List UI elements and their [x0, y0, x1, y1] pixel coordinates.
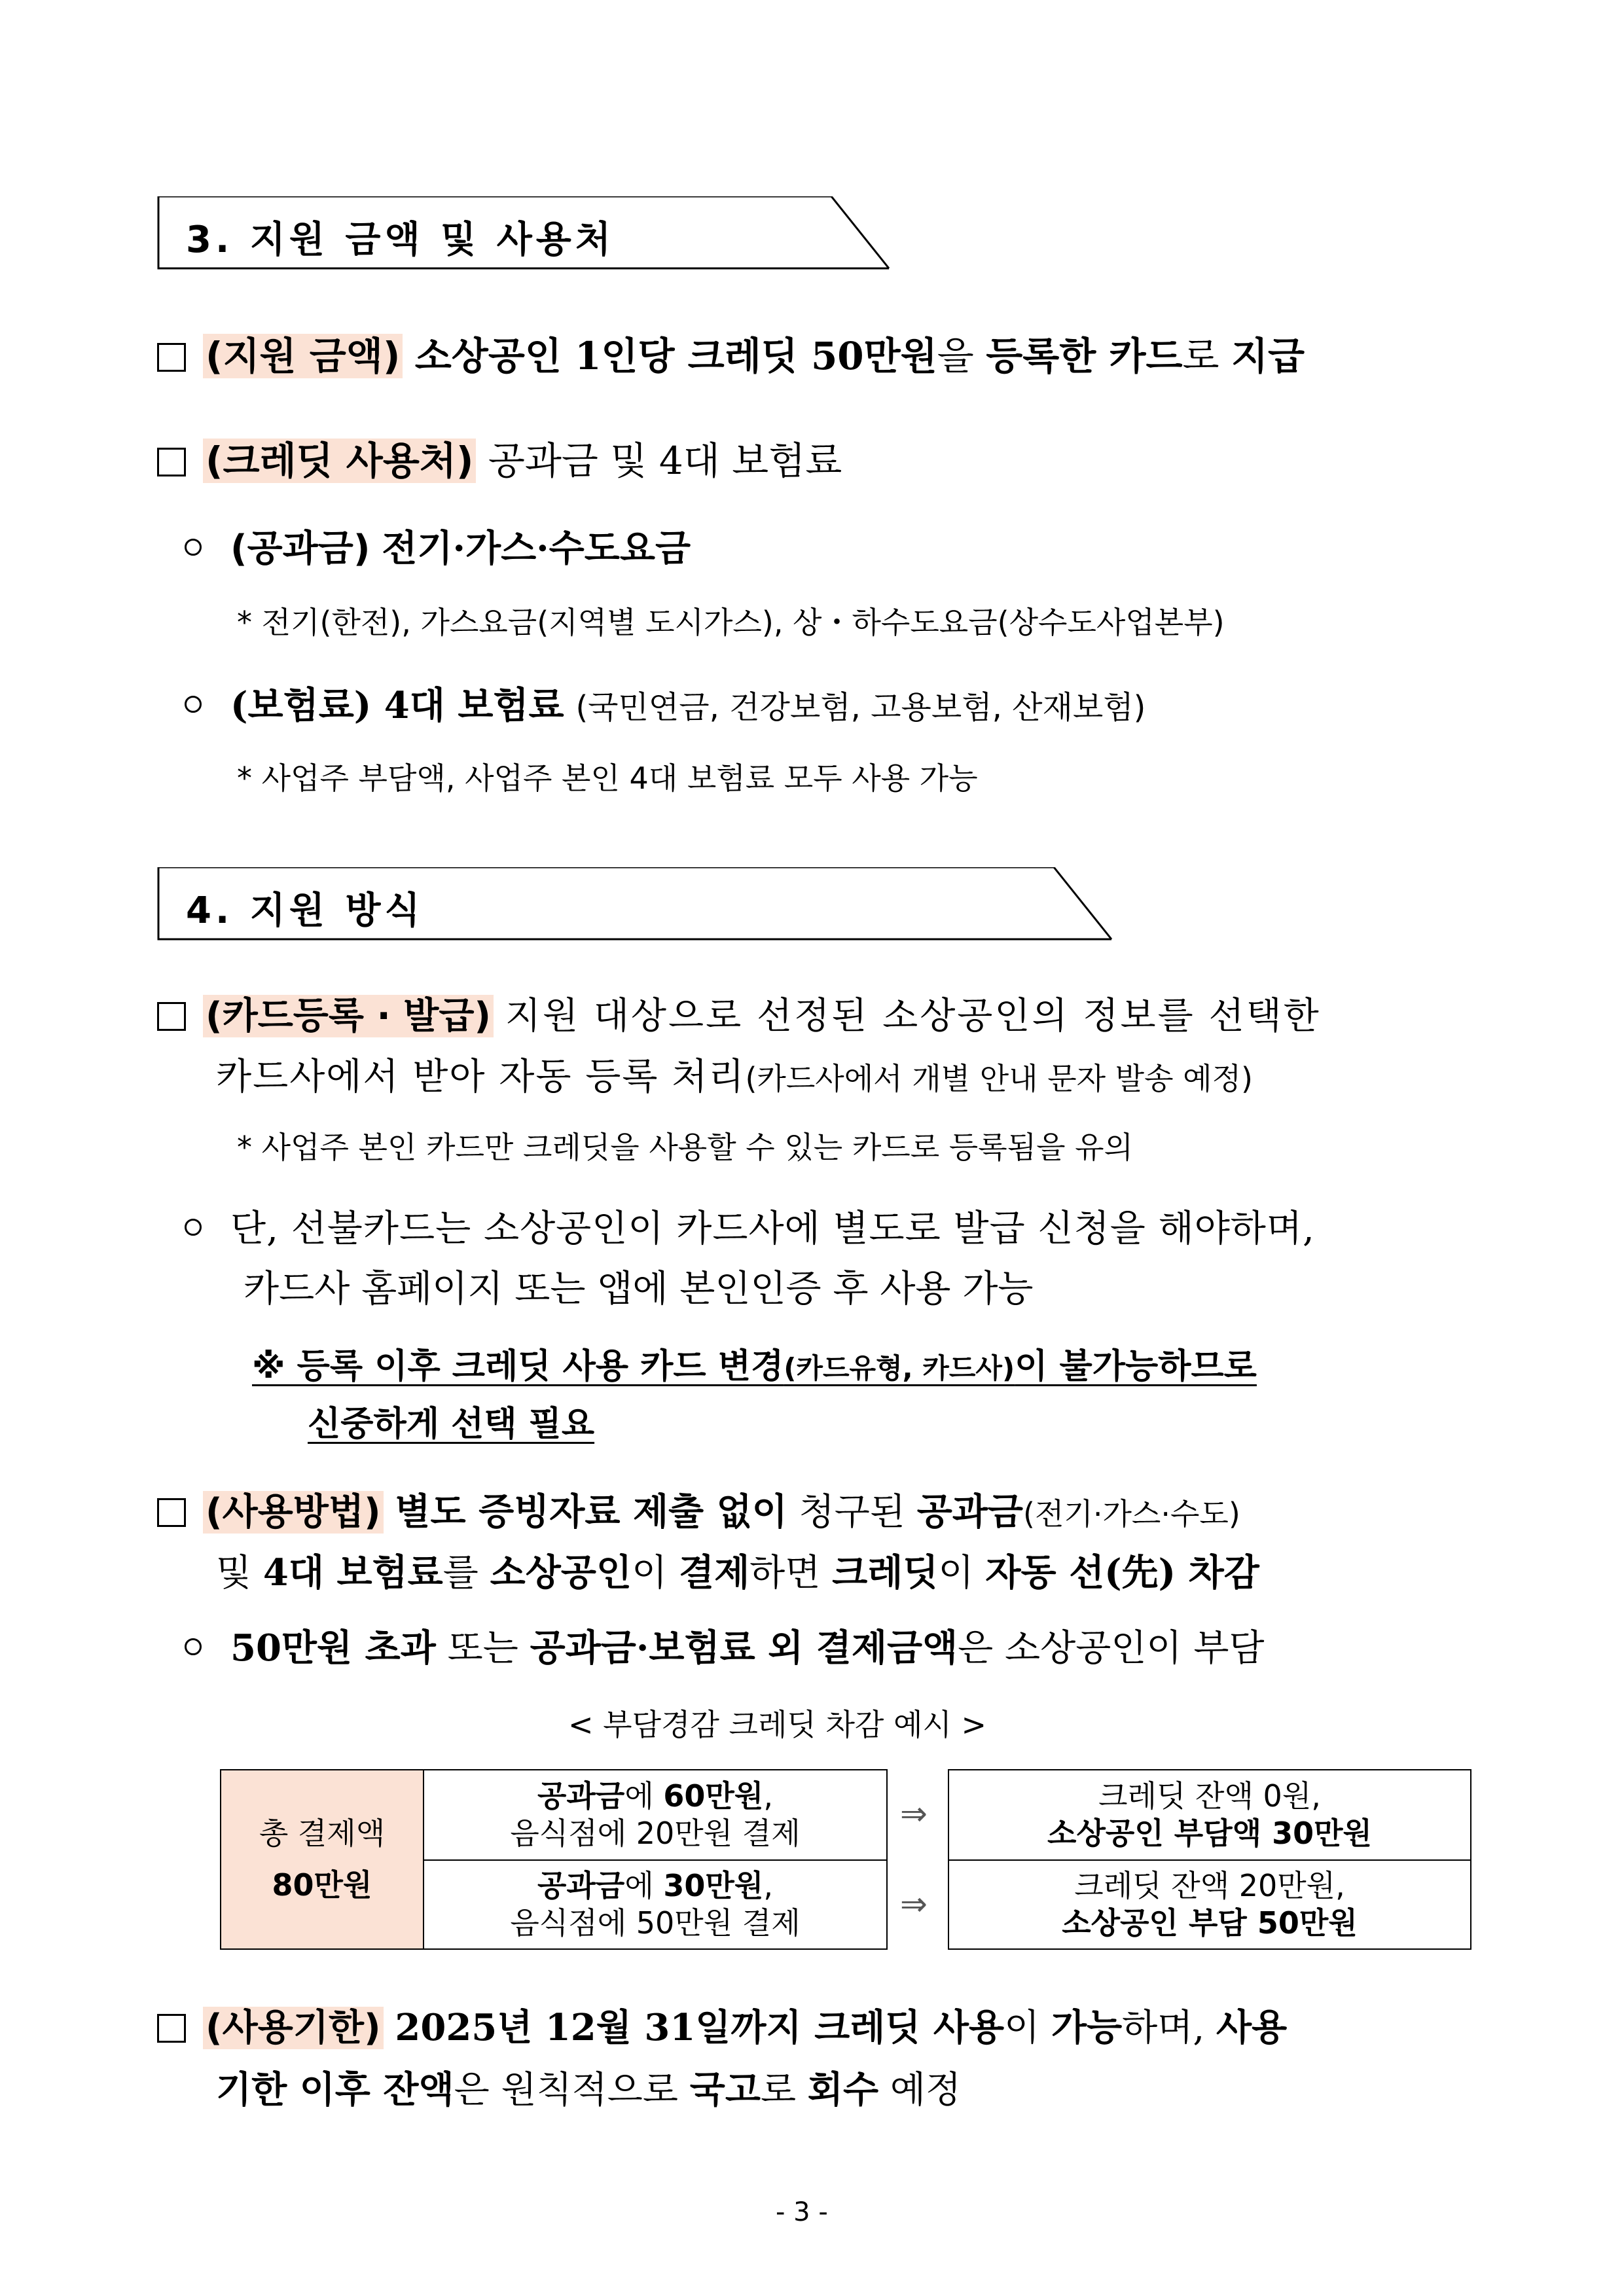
text-fragment: 로	[760, 2069, 808, 2111]
text-fragment: 4대 보험료	[262, 1551, 443, 1594]
utility-item	[185, 527, 691, 570]
usage-deadline-item	[157, 2006, 1288, 2049]
utility-text: 전기·가스·수도요금	[382, 527, 691, 570]
text-fragment: ,	[763, 1867, 773, 1903]
text-fragment: 하면	[749, 1552, 833, 1594]
excess-payment-item	[185, 1626, 1265, 1670]
text-fragment: 소상공인	[490, 1551, 632, 1594]
example-caption: < 부담경감 크레딧 차감 예시 >	[568, 1707, 986, 1742]
text-fragment: 50만원 초과	[230, 1626, 436, 1670]
text-fragment: 별도 증빙자료 제출 없이	[395, 1490, 787, 1534]
section-3-title: 3. 지원 금액 및 사용처	[186, 219, 615, 261]
usage-method-item	[157, 1490, 1240, 1534]
card-registration-tag: (카드등록 · 발급)	[203, 995, 494, 1037]
text-fragment: 에	[624, 1867, 664, 1903]
checkbox-icon	[157, 1002, 186, 1031]
text-fragment: 회수	[807, 2068, 879, 2111]
text-fragment: 청구된	[787, 1491, 917, 1534]
text-fragment: ,	[763, 1778, 773, 1814]
checkbox-icon	[157, 2014, 186, 2043]
total-label: 총 결제액	[259, 1815, 386, 1851]
insurance-note: * 사업주 부담액, 사업주 본인 4대 보험료 모두 사용 가능	[237, 761, 978, 796]
bullet-circle-icon	[185, 1638, 202, 1655]
text-fragment: 국고	[689, 2068, 761, 2111]
usage-deadline-tag: (사용기한)	[203, 2007, 384, 2049]
text-fragment: (전기·가스·수도)	[1023, 1496, 1240, 1532]
prepaid-item	[185, 1208, 1315, 1250]
card-registration-line1: 지원 대상으로 선정된 소상공인의 정보를 선택한	[505, 995, 1321, 1037]
example-row2-line2: 음식점에 50만원 결제	[510, 1905, 801, 1941]
text-fragment: ※ 등록 이후 크레딧 사용 카드 변경	[252, 1347, 784, 1386]
text-fragment: 카드사에서 받아 자동 등록 처리	[216, 1056, 746, 1098]
text-fragment: 에	[624, 1778, 664, 1814]
card-registration-note: * 사업주 본인 카드만 크레딧을 사용할 수 있는 카드로 등록됨을 유의	[237, 1130, 1133, 1165]
prepaid-line2: 카드사 홈페이지 또는 앱에 본인인증 후 사용 가능	[244, 1268, 1034, 1310]
text-fragment: 크레딧	[832, 1551, 939, 1594]
example-result1-cell	[948, 1769, 1471, 1861]
utility-label: (공과금)	[230, 528, 370, 570]
text-fragment: 공과금	[916, 1490, 1024, 1534]
text-fragment: 지급	[1231, 334, 1305, 378]
example-result2-line2: 소상공인 부담 50만원	[1062, 1905, 1358, 1941]
usage-method-line2	[216, 1551, 1259, 1594]
text-fragment: (카드유형, 카드사)	[784, 1352, 1015, 1384]
text-fragment: 를	[442, 1552, 490, 1594]
example-row2-line1	[537, 1867, 773, 1905]
text-fragment: (카드사에서 개별 안내 문자 발송 예정)	[745, 1061, 1253, 1096]
text-fragment: 공과금	[537, 1778, 625, 1814]
example-result2-line1: 크레딧 잔액 20만원,	[1074, 1867, 1345, 1903]
support-amount-text: 소상공인 1인당 크레딧 50만원	[414, 334, 937, 378]
section-3-header	[157, 196, 890, 270]
text-fragment: 가능	[1051, 2006, 1123, 2049]
card-change-warning-line2	[308, 1405, 595, 1444]
section-4-title: 4. 지원 방식	[186, 889, 424, 932]
text-fragment: 예정	[878, 2069, 962, 2111]
text-fragment: 이	[1004, 2007, 1051, 2049]
bullet-circle-icon	[185, 696, 202, 713]
credit-usage-item	[157, 439, 842, 483]
text-fragment: 이	[632, 1552, 679, 1594]
example-result2-cell	[948, 1859, 1471, 1950]
card-registration-line2	[216, 1056, 1253, 1098]
credit-usage-text: 공과금 및 4대 보험료	[488, 439, 842, 483]
example-row1-line2: 음식점에 20만원 결제	[510, 1816, 801, 1851]
text-fragment: 신중하게 선택 필요	[308, 1405, 595, 1444]
utility-note: * 전기(한전), 가스요금(지역별 도시가스), 상・하수도요금(상수도사업본부)	[237, 605, 1225, 640]
text-fragment: 60만원	[663, 1778, 764, 1814]
page-number: - 3 -	[776, 2197, 828, 2227]
text-fragment: 또는	[435, 1627, 530, 1670]
checkbox-icon	[157, 1498, 186, 1527]
text-fragment: 공과금·보험료 외 결제금액	[530, 1626, 958, 1670]
text-fragment: 공과금	[537, 1867, 625, 1903]
insurance-sub: (국민연금, 건강보험, 고용보험, 산재보험)	[575, 689, 1146, 726]
total-payment-cell	[220, 1769, 424, 1950]
text-fragment: 로	[1182, 334, 1232, 378]
text-fragment: 은 소상공인이 부담	[958, 1627, 1265, 1670]
text-fragment: 2025년 12월 31일까지 크레딧 사용	[395, 2006, 1005, 2049]
text-fragment: 기한 이후 잔액	[216, 2068, 454, 2111]
text-fragment: 을	[937, 334, 986, 378]
support-amount-item	[157, 334, 1305, 378]
bullet-circle-icon	[185, 1219, 202, 1236]
text-fragment: 30만원	[663, 1867, 764, 1903]
text-fragment: 하며,	[1122, 2007, 1216, 2049]
support-amount-tag: (지원 금액)	[203, 334, 403, 378]
section-4-header	[157, 867, 1113, 941]
usage-deadline-line2	[216, 2068, 962, 2111]
text-fragment: 및	[216, 1552, 263, 1594]
insurance-label: (보험료) 4대 보험료	[230, 684, 564, 727]
usage-method-tag: (사용방법)	[203, 1491, 384, 1534]
text-fragment: 자동 선(先) 차감	[985, 1551, 1259, 1594]
insurance-item	[185, 684, 1146, 727]
checkbox-icon	[157, 448, 186, 476]
text-fragment: 등록한 카드	[986, 334, 1183, 378]
arrow-right-icon: ⇒	[900, 1795, 928, 1833]
text-fragment: 결제	[678, 1551, 750, 1594]
text-fragment: 사용	[1216, 2006, 1288, 2049]
total-value: 80만원	[272, 1867, 372, 1903]
card-registration-item	[157, 995, 1321, 1037]
checkbox-icon	[157, 343, 186, 372]
text-fragment: 이 불가능하므로	[1015, 1347, 1257, 1386]
card-change-warning	[252, 1347, 1257, 1386]
example-row1-line1	[537, 1778, 773, 1816]
example-row1-cell	[423, 1769, 888, 1861]
prepaid-line1: 단, 선불카드는 소상공인이 카드사에 별도로 발급 신청을 해야하며,	[230, 1208, 1315, 1250]
credit-usage-tag: (크레딧 사용처)	[203, 439, 476, 483]
arrow-right-icon: ⇒	[900, 1885, 928, 1923]
example-row2-cell	[423, 1859, 888, 1950]
bullet-circle-icon	[185, 539, 202, 556]
example-result1-line1: 크레딧 잔액 0원,	[1098, 1778, 1321, 1814]
text-fragment: 은 원칙적으로	[454, 2069, 690, 2111]
example-result1-line2: 소상공인 부담액 30만원	[1047, 1816, 1372, 1851]
text-fragment: 이	[938, 1552, 986, 1594]
